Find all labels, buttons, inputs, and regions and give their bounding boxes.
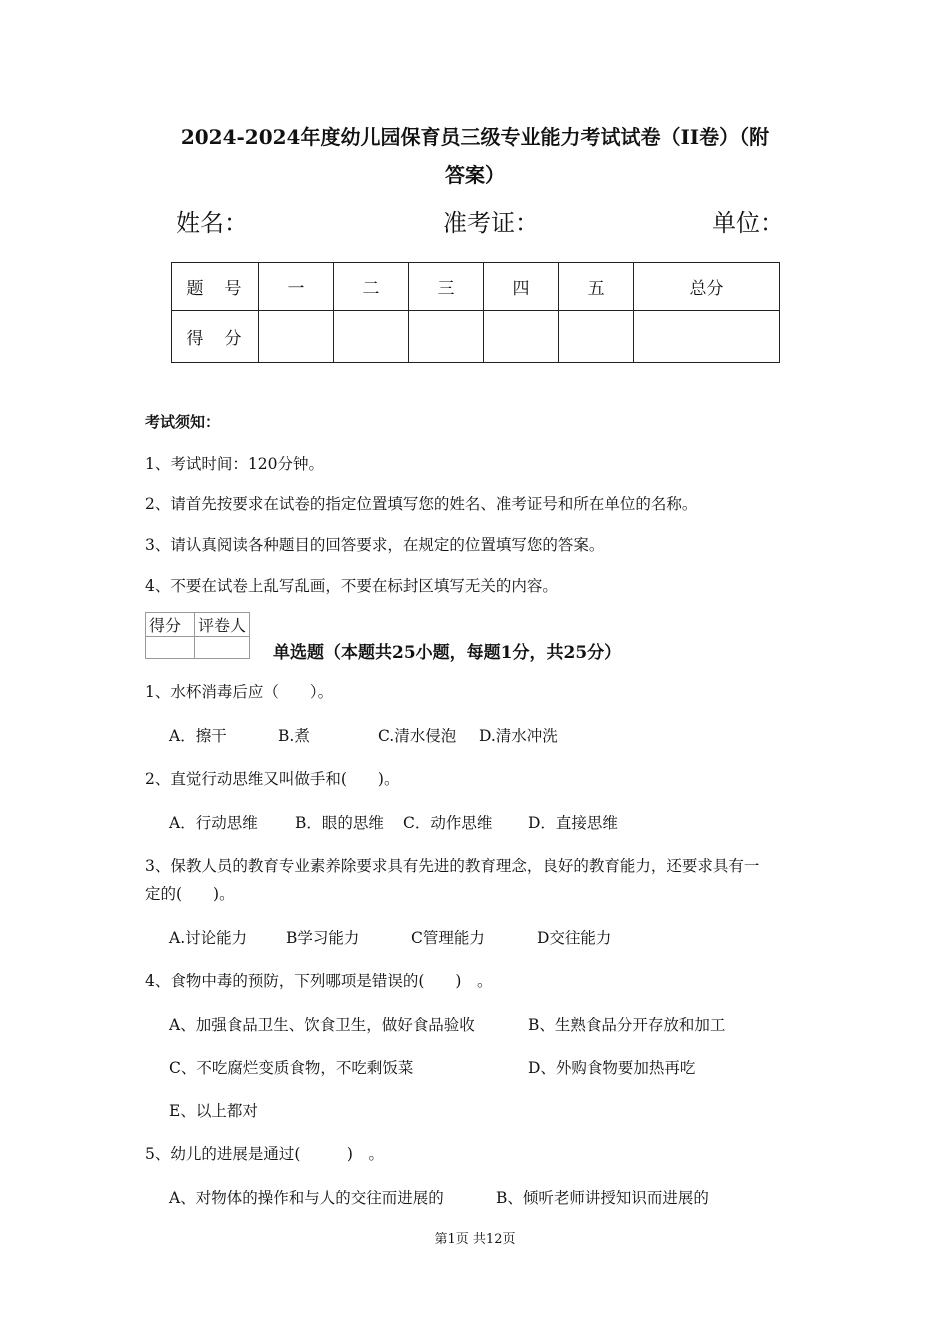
question-3-option-c: C管理能力 [411, 929, 485, 947]
header-cell-total: 总分 [634, 263, 780, 311]
question-2-option-a: A．行动思维 [169, 814, 258, 832]
header-cell-5: 五 [559, 263, 634, 311]
header-cell-2: 二 [334, 263, 409, 311]
score-cell-total[interactable] [634, 311, 780, 363]
question-5-option-a: A、对物体的操作和与人的交往而进展的 [169, 1189, 444, 1207]
question-1-option-d: D.清水冲洗 [479, 727, 558, 745]
document-title [120, 118, 830, 194]
question-4-option-e: E、以上都对 [169, 1102, 258, 1120]
question-3-stem-line-2: 定的( )。 [145, 885, 235, 903]
question-3-stem-line-1: 3、保教人员的教育专业素养除要求具有先进的教育理念，良好的教育能力，还要求具有一 [145, 857, 760, 875]
question-2-stem: 2、直觉行动思维又叫做手和( )。 [145, 770, 400, 788]
question-4-option-d: D、外购食物要加热再吃 [528, 1059, 696, 1077]
grader-box-grader-cell[interactable] [195, 637, 250, 659]
question-5-stem: 5、幼儿的进展是通过( ) 。 [145, 1145, 384, 1163]
grader-box-score-cell[interactable] [146, 637, 195, 659]
question-4-stem: 4、食物中毒的预防，下列哪项是错误的( ) 。 [145, 972, 493, 990]
grader-box-grader-label: 评卷人 [195, 613, 250, 637]
question-2-option-b: B．眼的思维 [295, 814, 384, 832]
title-line-2: 答案） [445, 163, 505, 187]
question-5-option-b: B、倾听老师讲授知识而进展的 [496, 1189, 709, 1207]
question-4-option-a: A、加强食品卫生、饮食卫生，做好食品验收 [169, 1016, 475, 1034]
notice-item-3: 3、请认真阅读各种题目的回答要求，在规定的位置填写您的答案。 [145, 536, 605, 554]
question-3-option-d: D交往能力 [537, 929, 612, 947]
question-3-option-a: A.讨论能力 [169, 929, 248, 947]
grader-box-score-label: 得分 [146, 613, 195, 637]
score-cell-1[interactable] [259, 311, 334, 363]
score-cell-5[interactable] [559, 311, 634, 363]
section-title: 单选题（本题共25小题，每题1分，共25分） [273, 643, 622, 663]
question-1-stem: 1、水杯消毒后应（ ）。 [145, 683, 334, 701]
grader-box [145, 612, 250, 659]
exam-id-field-label: 准考证： [443, 209, 539, 237]
question-4-option-c: C、不吃腐烂变质食物，不吃剩饭菜 [169, 1059, 414, 1077]
score-table-header-row [172, 263, 780, 311]
notice-item-4: 4、不要在试卷上乱写乱画，不要在标封区填写无关的内容。 [145, 577, 558, 595]
header-cell-label: 题 号 [172, 263, 259, 311]
notice-item-2: 2、请首先按要求在试卷的指定位置填写您的姓名、准考证号和所在单位的名称。 [145, 495, 698, 513]
unit-field-label: 单位： [712, 209, 784, 237]
score-cell-4[interactable] [484, 311, 559, 363]
question-1-option-c: C.清水侵泡 [378, 727, 457, 745]
question-1-option-a: A．擦干 [169, 727, 227, 745]
notice-heading: 考试须知： [145, 413, 221, 431]
header-cell-4: 四 [484, 263, 559, 311]
score-table-score-row [172, 311, 780, 363]
score-cell-2[interactable] [334, 311, 409, 363]
score-cell-3[interactable] [409, 311, 484, 363]
question-3-option-b: B学习能力 [286, 929, 360, 947]
header-cell-3: 三 [409, 263, 484, 311]
score-table [171, 262, 780, 363]
question-2-option-c: C．动作思维 [403, 814, 493, 832]
score-row-label: 得 分 [172, 311, 259, 363]
page-footer: 第1页 共12页 [434, 1232, 516, 1247]
question-2-option-d: D．直接思维 [528, 814, 618, 832]
title-line-1: 2024-2024年度幼儿园保育员三级专业能力考试试卷（II卷）（附 [180, 125, 770, 149]
header-cell-1: 一 [259, 263, 334, 311]
question-4-option-b: B、生熟食品分开存放和加工 [528, 1016, 726, 1034]
notice-item-1: 1、考试时间：120分钟。 [145, 455, 324, 473]
name-field-label: 姓名： [176, 209, 248, 237]
question-1-option-b: B.煮 [278, 727, 310, 745]
